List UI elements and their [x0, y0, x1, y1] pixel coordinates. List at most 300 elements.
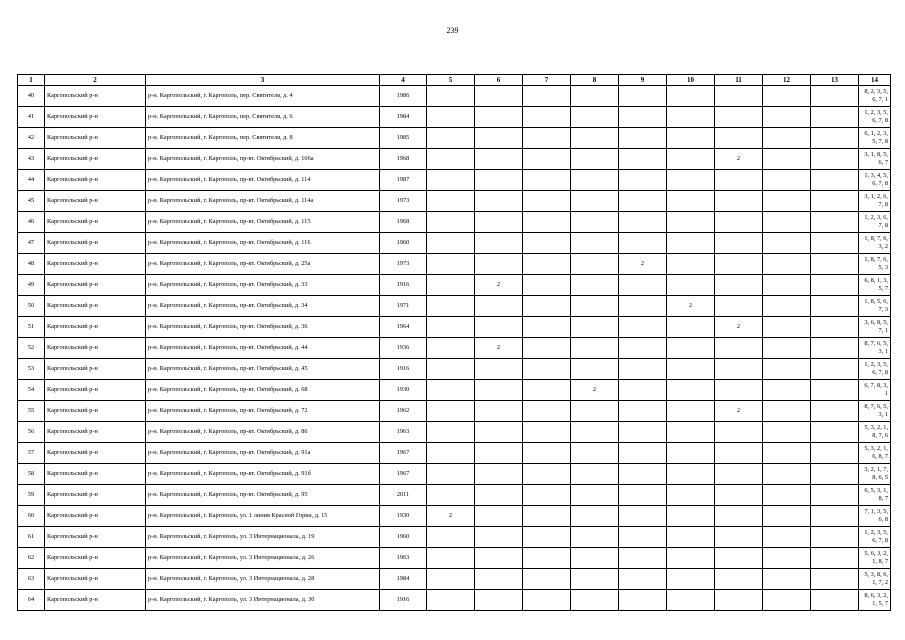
- value-cell: 2: [715, 317, 763, 338]
- value-cell: [667, 380, 715, 401]
- value-cell: [763, 506, 811, 527]
- table-row: [18, 275, 891, 296]
- value-cell: [715, 254, 763, 275]
- sequence-cell: 5, 6, 3, 2, 1, 8, 7: [859, 548, 891, 569]
- sequence-cell: 5, 3, 8, 6, 1, 7, 2: [859, 569, 891, 590]
- value-cell: [715, 590, 763, 611]
- value-cell: [667, 86, 715, 107]
- value-cell: [811, 443, 859, 464]
- value-cell: [667, 527, 715, 548]
- value-cell: [427, 86, 475, 107]
- value-cell: [427, 212, 475, 233]
- value-cell: [475, 590, 523, 611]
- value-cell: [619, 317, 667, 338]
- value-cell: [667, 107, 715, 128]
- row-number-cell: 43: [18, 149, 45, 170]
- district-cell: Каргопольский р-н: [45, 170, 146, 191]
- address-cell: р-н. Каргопольский, г. Каргополь, пр-кт. Октябрьский, д. 34: [146, 296, 380, 317]
- column-header: 2: [45, 75, 146, 86]
- district-cell: Каргопольский р-н: [45, 275, 146, 296]
- table-row: [18, 422, 891, 443]
- value-cell: [571, 569, 619, 590]
- value-cell: [427, 380, 475, 401]
- value-cell: [571, 338, 619, 359]
- value-cell: [475, 548, 523, 569]
- value-cell: [475, 506, 523, 527]
- sequence-cell: 1, 3, 4, 5, 6, 7, 8: [859, 170, 891, 191]
- value-cell: [523, 233, 571, 254]
- column-header: 14: [859, 75, 891, 86]
- value-cell: [811, 548, 859, 569]
- value-cell: [715, 170, 763, 191]
- district-cell: Каргопольский р-н: [45, 149, 146, 170]
- value-cell: [571, 254, 619, 275]
- value-cell: [523, 359, 571, 380]
- value-cell: [427, 590, 475, 611]
- value-cell: [571, 128, 619, 149]
- value-cell: [715, 380, 763, 401]
- column-header: 1: [18, 75, 45, 86]
- year-cell: 1967: [380, 464, 427, 485]
- column-header: 7: [523, 75, 571, 86]
- value-cell: [811, 233, 859, 254]
- column-header: 11: [715, 75, 763, 86]
- value-cell: [619, 464, 667, 485]
- value-cell: [475, 359, 523, 380]
- value-cell: [715, 506, 763, 527]
- year-cell: 1973: [380, 254, 427, 275]
- value-cell: [475, 527, 523, 548]
- value-cell: [763, 212, 811, 233]
- address-cell: р-н. Каргопольский, г. Каргополь, пр-кт. Октябрьский, д. 91б: [146, 464, 380, 485]
- sequence-cell: 1, 2, 3, 5, 6, 7, 8: [859, 359, 891, 380]
- table-row: [18, 191, 891, 212]
- value-cell: 2: [427, 506, 475, 527]
- value-cell: [763, 485, 811, 506]
- value-cell: [667, 233, 715, 254]
- value-cell: [523, 254, 571, 275]
- district-cell: Каргопольский р-н: [45, 590, 146, 611]
- value-cell: [571, 296, 619, 317]
- value-cell: [667, 191, 715, 212]
- value-cell: [619, 485, 667, 506]
- value-cell: [523, 443, 571, 464]
- value-cell: [427, 401, 475, 422]
- row-number-cell: 54: [18, 380, 45, 401]
- sequence-cell: 6, 5, 3, 1, 8, 7: [859, 485, 891, 506]
- value-cell: [475, 149, 523, 170]
- year-cell: 2011: [380, 485, 427, 506]
- address-cell: р-н. Каргопольский, г. Каргополь, ул. 1 линия Красной Горки, д. 15: [146, 506, 380, 527]
- row-number-cell: 42: [18, 128, 45, 149]
- value-cell: [763, 401, 811, 422]
- address-cell: р-н. Каргопольский, г. Каргополь, пр-кт. Октябрьский, д. 114: [146, 170, 380, 191]
- value-cell: [571, 443, 619, 464]
- value-cell: [715, 296, 763, 317]
- row-number-cell: 58: [18, 464, 45, 485]
- value-cell: [763, 296, 811, 317]
- value-cell: [763, 191, 811, 212]
- value-cell: [475, 233, 523, 254]
- table-row: [18, 548, 891, 569]
- sequence-cell: 5, 3, 2, 1, 8, 7, 6: [859, 422, 891, 443]
- value-cell: [619, 569, 667, 590]
- value-cell: [427, 317, 475, 338]
- value-cell: [571, 86, 619, 107]
- value-cell: [619, 107, 667, 128]
- value-cell: [811, 464, 859, 485]
- value-cell: [619, 338, 667, 359]
- value-cell: [523, 128, 571, 149]
- value-cell: [715, 191, 763, 212]
- value-cell: [475, 212, 523, 233]
- table-row: [18, 212, 891, 233]
- value-cell: [475, 191, 523, 212]
- value-cell: [667, 506, 715, 527]
- district-cell: Каргопольский р-н: [45, 317, 146, 338]
- value-cell: [811, 422, 859, 443]
- value-cell: [571, 149, 619, 170]
- value-cell: [523, 149, 571, 170]
- table-row: [18, 233, 891, 254]
- value-cell: 2: [619, 254, 667, 275]
- value-cell: 2: [571, 380, 619, 401]
- value-cell: 2: [667, 296, 715, 317]
- value-cell: [427, 275, 475, 296]
- column-header: 9: [619, 75, 667, 86]
- value-cell: [523, 401, 571, 422]
- value-cell: [619, 296, 667, 317]
- table-row: [18, 86, 891, 107]
- value-cell: [811, 128, 859, 149]
- value-cell: [715, 233, 763, 254]
- value-cell: [571, 464, 619, 485]
- value-cell: [763, 107, 811, 128]
- value-cell: [811, 107, 859, 128]
- sequence-cell: 6, 8, 1, 3, 5, 7: [859, 275, 891, 296]
- table-row: [18, 464, 891, 485]
- row-number-cell: 47: [18, 233, 45, 254]
- register-table: [17, 74, 891, 611]
- value-cell: [427, 464, 475, 485]
- value-cell: [811, 590, 859, 611]
- row-number-cell: 45: [18, 191, 45, 212]
- value-cell: [619, 359, 667, 380]
- value-cell: [763, 590, 811, 611]
- value-cell: [715, 569, 763, 590]
- value-cell: [763, 338, 811, 359]
- value-cell: [427, 569, 475, 590]
- value-cell: [667, 317, 715, 338]
- value-cell: [475, 380, 523, 401]
- row-number-cell: 55: [18, 401, 45, 422]
- table-row: [18, 296, 891, 317]
- value-cell: [811, 401, 859, 422]
- value-cell: [763, 359, 811, 380]
- value-cell: [523, 275, 571, 296]
- value-cell: [475, 422, 523, 443]
- value-cell: [811, 527, 859, 548]
- table-row: [18, 527, 891, 548]
- value-cell: [763, 443, 811, 464]
- value-cell: [667, 401, 715, 422]
- value-cell: [715, 275, 763, 296]
- year-cell: 1984: [380, 569, 427, 590]
- row-number-cell: 46: [18, 212, 45, 233]
- table-row: [18, 443, 891, 464]
- value-cell: [811, 212, 859, 233]
- value-cell: [763, 86, 811, 107]
- value-cell: [811, 254, 859, 275]
- value-cell: [523, 170, 571, 191]
- district-cell: Каргопольский р-н: [45, 338, 146, 359]
- value-cell: [571, 170, 619, 191]
- value-cell: [619, 170, 667, 191]
- sequence-cell: 6, 1, 2, 3, 5, 7, 8: [859, 128, 891, 149]
- address-cell: р-н. Каргопольский, г. Каргополь, пр-кт. Октябрьский, д. 44: [146, 338, 380, 359]
- value-cell: [619, 149, 667, 170]
- value-cell: [571, 233, 619, 254]
- year-cell: 1930: [380, 506, 427, 527]
- column-header: 3: [146, 75, 380, 86]
- table-row: [18, 170, 891, 191]
- address-cell: р-н. Каргопольский, г. Каргополь, ул. 3 Интернационала, д. 30: [146, 590, 380, 611]
- value-cell: [619, 275, 667, 296]
- value-cell: [811, 149, 859, 170]
- value-cell: [619, 506, 667, 527]
- address-cell: р-н. Каргопольский, г. Каргополь, пр-кт. Октябрьский, д. 116: [146, 233, 380, 254]
- column-header: 5: [427, 75, 475, 86]
- value-cell: [715, 212, 763, 233]
- value-cell: [715, 527, 763, 548]
- row-number-cell: 57: [18, 443, 45, 464]
- value-cell: 2: [475, 338, 523, 359]
- address-cell: р-н. Каргопольский, г. Каргополь, пр-кт. Октябрьский, д. 33: [146, 275, 380, 296]
- value-cell: [427, 233, 475, 254]
- value-cell: [715, 86, 763, 107]
- year-cell: 1973: [380, 191, 427, 212]
- value-cell: [667, 422, 715, 443]
- value-cell: [523, 191, 571, 212]
- district-cell: Каргопольский р-н: [45, 569, 146, 590]
- column-header: 4: [380, 75, 427, 86]
- year-cell: 1968: [380, 149, 427, 170]
- value-cell: [811, 485, 859, 506]
- value-cell: [667, 254, 715, 275]
- value-cell: [523, 212, 571, 233]
- district-cell: Каргопольский р-н: [45, 107, 146, 128]
- sequence-cell: 1, 8, 7, 6, 5, 3: [859, 254, 891, 275]
- value-cell: [619, 191, 667, 212]
- header-row: [18, 75, 891, 86]
- value-cell: 2: [715, 149, 763, 170]
- table-row: [18, 506, 891, 527]
- value-cell: [571, 107, 619, 128]
- value-cell: [811, 317, 859, 338]
- value-cell: [763, 254, 811, 275]
- sequence-cell: 3, 6, 8, 5, 7, 1: [859, 317, 891, 338]
- value-cell: [427, 191, 475, 212]
- column-header: 13: [811, 75, 859, 86]
- row-number-cell: 41: [18, 107, 45, 128]
- value-cell: [715, 422, 763, 443]
- year-cell: 1987: [380, 170, 427, 191]
- year-cell: 1963: [380, 422, 427, 443]
- value-cell: [667, 590, 715, 611]
- value-cell: [427, 296, 475, 317]
- value-cell: [715, 359, 763, 380]
- table-row: [18, 254, 891, 275]
- value-cell: [523, 464, 571, 485]
- table-row: [18, 317, 891, 338]
- district-cell: Каргопольский р-н: [45, 380, 146, 401]
- value-cell: [427, 443, 475, 464]
- address-cell: р-н. Каргопольский, г. Каргополь, пр-кт. Октябрьский, д. 115: [146, 212, 380, 233]
- value-cell: [523, 569, 571, 590]
- value-cell: [523, 485, 571, 506]
- year-cell: 1984: [380, 107, 427, 128]
- value-cell: [475, 485, 523, 506]
- value-cell: [763, 149, 811, 170]
- value-cell: [475, 464, 523, 485]
- value-cell: [427, 338, 475, 359]
- address-cell: р-н. Каргопольский, г. Каргополь, пр-кт. Октябрьский, д. 114а: [146, 191, 380, 212]
- address-cell: р-н. Каргопольский, г. Каргополь, пр-кт. Октябрьский, д. 86: [146, 422, 380, 443]
- value-cell: [571, 527, 619, 548]
- value-cell: [811, 569, 859, 590]
- value-cell: [427, 170, 475, 191]
- value-cell: [763, 170, 811, 191]
- row-number-cell: 59: [18, 485, 45, 506]
- address-cell: р-н. Каргопольский, г. Каргополь, пр-кт. Октябрьский, д. 36: [146, 317, 380, 338]
- value-cell: [619, 401, 667, 422]
- district-cell: Каргопольский р-н: [45, 128, 146, 149]
- district-cell: Каргопольский р-н: [45, 254, 146, 275]
- year-cell: 1936: [380, 338, 427, 359]
- value-cell: [475, 317, 523, 338]
- value-cell: [571, 212, 619, 233]
- sequence-cell: 3, 1, 2, 6, 7, 8: [859, 191, 891, 212]
- value-cell: [571, 506, 619, 527]
- address-cell: р-н. Каргопольский, г. Каргополь, пр-кт. Октябрьский, д. 25а: [146, 254, 380, 275]
- row-number-cell: 60: [18, 506, 45, 527]
- row-number-cell: 48: [18, 254, 45, 275]
- value-cell: [475, 86, 523, 107]
- value-cell: [475, 401, 523, 422]
- value-cell: [475, 296, 523, 317]
- sequence-cell: 1, 8, 7, 6, 3, 2: [859, 233, 891, 254]
- table-row: [18, 401, 891, 422]
- value-cell: 2: [475, 275, 523, 296]
- sequence-cell: 3, 2, 1, 7, 8, 6, 5: [859, 464, 891, 485]
- row-number-cell: 49: [18, 275, 45, 296]
- address-cell: р-н. Каргопольский, г. Каргополь, ул. 3 Интернационала, д. 28: [146, 569, 380, 590]
- value-cell: [715, 338, 763, 359]
- value-cell: [523, 380, 571, 401]
- value-cell: [667, 338, 715, 359]
- value-cell: 2: [715, 401, 763, 422]
- table-row: [18, 380, 891, 401]
- value-cell: [763, 422, 811, 443]
- sequence-cell: 8, 6, 3, 2, 1, 5, 7: [859, 590, 891, 611]
- value-cell: [667, 443, 715, 464]
- sequence-cell: 5, 3, 2, 1, 6, 8, 7: [859, 443, 891, 464]
- value-cell: [571, 485, 619, 506]
- district-cell: Каргопольский р-н: [45, 401, 146, 422]
- value-cell: [523, 422, 571, 443]
- row-number-cell: 44: [18, 170, 45, 191]
- year-cell: 1962: [380, 401, 427, 422]
- value-cell: [667, 485, 715, 506]
- year-cell: 1968: [380, 212, 427, 233]
- district-cell: Каргопольский р-н: [45, 464, 146, 485]
- row-number-cell: 56: [18, 422, 45, 443]
- row-number-cell: 63: [18, 569, 45, 590]
- row-number-cell: 62: [18, 548, 45, 569]
- value-cell: [667, 275, 715, 296]
- value-cell: [763, 380, 811, 401]
- value-cell: [715, 107, 763, 128]
- address-cell: р-н. Каргопольский, г. Каргополь, пр-кт. Октябрьский, д. 106а: [146, 149, 380, 170]
- sequence-cell: 1, 2, 3, 6, 7, 8: [859, 212, 891, 233]
- district-cell: Каргопольский р-н: [45, 191, 146, 212]
- row-number-cell: 51: [18, 317, 45, 338]
- value-cell: [619, 548, 667, 569]
- value-cell: [619, 212, 667, 233]
- value-cell: [571, 275, 619, 296]
- row-number-cell: 53: [18, 359, 45, 380]
- table-row: [18, 485, 891, 506]
- value-cell: [571, 191, 619, 212]
- value-cell: [571, 422, 619, 443]
- district-cell: Каргопольский р-н: [45, 485, 146, 506]
- value-cell: [811, 338, 859, 359]
- district-cell: Каргопольский р-н: [45, 443, 146, 464]
- sequence-cell: 3, 1, 8, 5, 6, 7: [859, 149, 891, 170]
- sequence-cell: 8, 7, 6, 5, 3, 1: [859, 401, 891, 422]
- value-cell: [523, 527, 571, 548]
- table-row: [18, 149, 891, 170]
- value-cell: [715, 443, 763, 464]
- value-cell: [523, 338, 571, 359]
- year-cell: 1916: [380, 359, 427, 380]
- value-cell: [619, 527, 667, 548]
- value-cell: [523, 86, 571, 107]
- year-cell: 1986: [380, 86, 427, 107]
- value-cell: [619, 590, 667, 611]
- value-cell: [427, 107, 475, 128]
- district-cell: Каргопольский р-н: [45, 86, 146, 107]
- value-cell: [667, 569, 715, 590]
- value-cell: [523, 107, 571, 128]
- district-cell: Каргопольский р-н: [45, 212, 146, 233]
- value-cell: [427, 422, 475, 443]
- value-cell: [763, 548, 811, 569]
- value-cell: [571, 317, 619, 338]
- value-cell: [715, 485, 763, 506]
- table-row: [18, 338, 891, 359]
- value-cell: [475, 107, 523, 128]
- value-cell: [715, 128, 763, 149]
- value-cell: [427, 149, 475, 170]
- column-header: 6: [475, 75, 523, 86]
- value-cell: [571, 401, 619, 422]
- value-cell: [667, 149, 715, 170]
- value-cell: [811, 170, 859, 191]
- value-cell: [475, 128, 523, 149]
- year-cell: 1971: [380, 296, 427, 317]
- year-cell: 1985: [380, 128, 427, 149]
